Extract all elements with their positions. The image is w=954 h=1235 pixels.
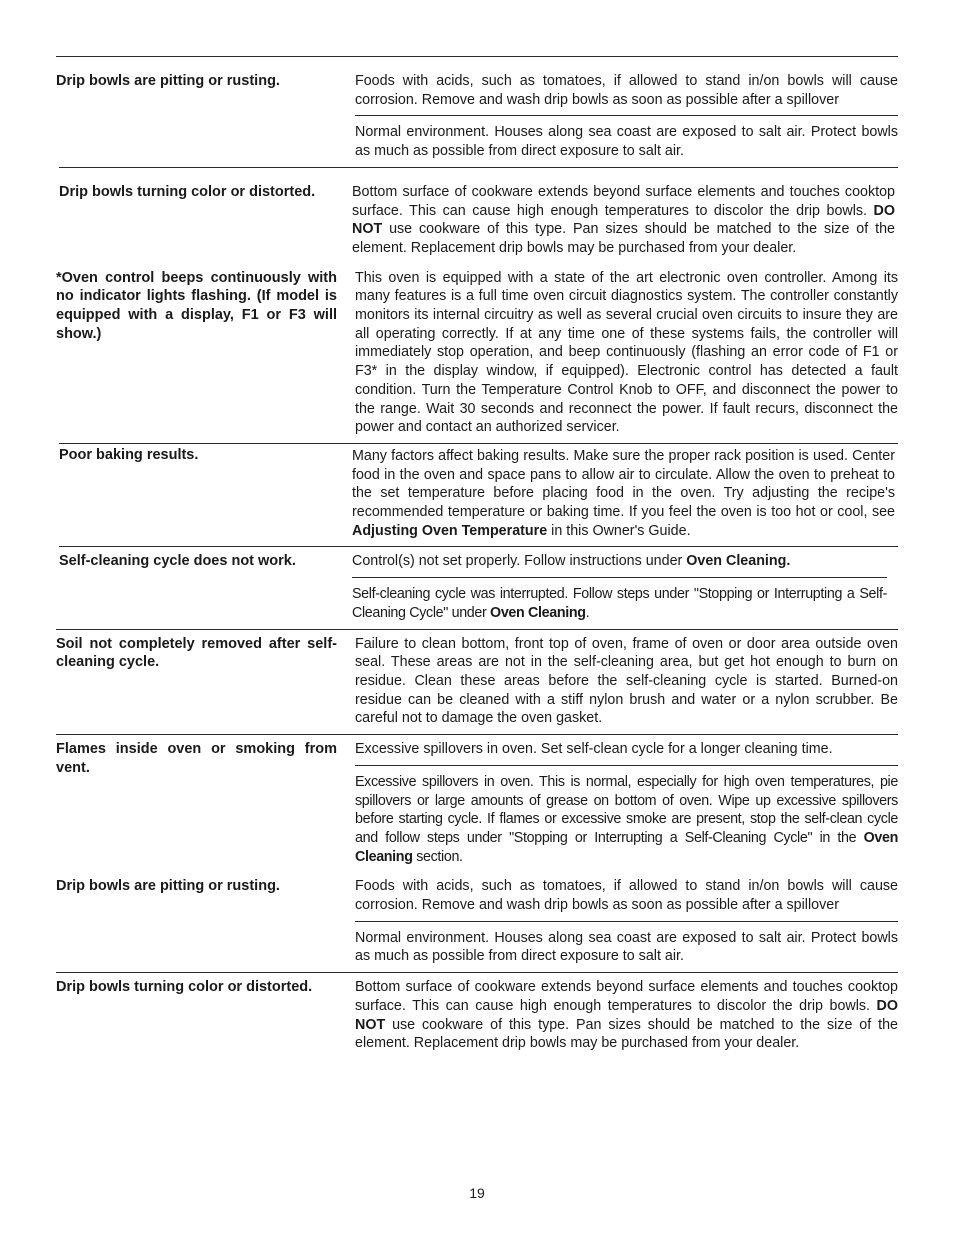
- table-row: [59, 546, 898, 628]
- problem-label: Flames inside oven or smoking from vent.: [56, 741, 337, 776]
- solution-list: [352, 443, 895, 547]
- solution-list: [355, 264, 898, 443]
- solution-text: Failure to clean bottom, front top of oven, frame of oven or door area outside oven seal. These areas are not in the self-cleaning area, but get hot enough to burn on residue. Clean these areas before the self-cleaning cycle is started. Burned-on residue can be cleaned with a stiff nylon brush and water or a nylon scrubber. Be careful not to damage the oven gasket.: [355, 635, 898, 727]
- solution-list: [355, 872, 898, 972]
- solution-list: [355, 57, 898, 167]
- table-row: [59, 167, 898, 264]
- table-row: [56, 629, 898, 735]
- solution-text: Foods with acids, such as tomatoes, if allowed to stand in/on bowls will cause corrosion. Remove and wash drip bowls as soon as possible after a spillover: [355, 878, 898, 914]
- solution-text: Self-cleaning cycle was interrupted. Follow steps under "Stopping or Interrupting a Self-Cleaning Cycle" under Oven Cleaning.: [352, 577, 887, 628]
- solution-list: [352, 168, 895, 264]
- table-row: [59, 443, 898, 547]
- table-row: [56, 972, 898, 1059]
- problem-label: Self-cleaning cycle does not work.: [59, 553, 296, 570]
- solution-text: Excessive spillovers in oven. This is normal, especially for high oven temperatures, pie spillovers or large amounts of grease on bottom of oven. Wipe up excessive spillovers before starting cycle. If flames or excessive smoke are present, stop the self-clean cycle and follow steps under "Stopping or Interrupting a Self-Cleaning Cycle" in the Oven Cleaning section.: [355, 765, 898, 873]
- problem-label: Drip bowls turning color or distorted.: [59, 183, 316, 200]
- problem-label: *Oven control beeps continuously with no indicator lights flashing. (If model is equipped with a display, F1 or F3 will show.): [56, 269, 337, 342]
- table-row: [56, 57, 898, 167]
- solution-text: Normal environment. Houses along sea coast are exposed to salt air. Protect bowls as much as possible from direct exposure to salt air.: [355, 115, 898, 166]
- solution-text: Normal environment. Houses along sea coast are exposed to salt air. Protect bowls as much as possible from direct exposure to salt air.: [355, 921, 898, 972]
- table-row: [56, 734, 898, 872]
- solution-list: [352, 547, 895, 628]
- solution-text: This oven is equipped with a state of the art electronic oven controller. Among its many features is a full time oven circuit diagnostics system. The controller constantly monitors its internal circuitry as well as several crucial oven circuits to insure they are all operating correctly. If at any time one of these systems fails, the controller will immediately stop operation, and beep continuously (flashing an error code of F1 or F3* in the display window, if equipped). Electronic control has detected a fault condition. Turn the Temperature Control Knob to OFF, and disconnect the power to the range. Wait 30 seconds and reconnect the power. If fault recurs, disconnect the power and contact an authorized servicer.: [355, 269, 898, 436]
- solution-list: [355, 735, 898, 872]
- solution-list: [355, 973, 898, 1059]
- page-number: 19: [469, 1185, 485, 1201]
- solution-text: Control(s) not set properly. Follow instructions under Oven Cleaning.: [352, 553, 791, 570]
- solution-text: Bottom surface of cookware extends beyond surface elements and touches cooktop surface. This can cause high enough temperatures to discolor the drip bowls. DO NOT use cookware of this type. Pan sizes should be matched to the size of the element. Replacement drip bowls may be purchased from your dealer.: [352, 183, 895, 256]
- solution-list: [355, 630, 898, 735]
- problem-label: Soil not completely removed after self-cleaning cycle.: [56, 635, 337, 671]
- solution-text: Many factors affect baking results. Make sure the proper rack position is used. Center food in the oven and space pans to allow air to circulate. Allow the oven to preheat to the set temperature before placing food in the oven. Try adjusting the recipe's recommended temperature or baking time. If you feel the oven is too hot or cool, see Adjusting Oven Temperature in this Owner's Guide.: [352, 447, 895, 539]
- troubleshooting-table: [56, 57, 898, 1059]
- table-row: [56, 264, 898, 443]
- problem-label: Drip bowls are pitting or rusting.: [56, 878, 280, 895]
- solution-text: Bottom surface of cookware extends beyond surface elements and touches cooktop surface. This can cause high enough temperatures to discolor the drip bowls. DO NOT use cookware of this type. Pan sizes should be matched to the size of the element. Replacement drip bowls may be purchased from your dealer.: [355, 979, 898, 1052]
- solution-text: Foods with acids, such as tomatoes, if allowed to stand in/on bowls will cause corrosion. Remove and wash drip bowls as soon as possible after a spillover: [355, 73, 898, 108]
- problem-label: Drip bowls are pitting or rusting.: [56, 73, 280, 89]
- problem-label: Drip bowls turning color or distorted.: [56, 979, 313, 996]
- problem-label: Poor baking results.: [59, 446, 199, 463]
- solution-text: Excessive spillovers in oven. Set self-clean cycle for a longer cleaning time.: [355, 741, 833, 758]
- table-row: [56, 872, 898, 972]
